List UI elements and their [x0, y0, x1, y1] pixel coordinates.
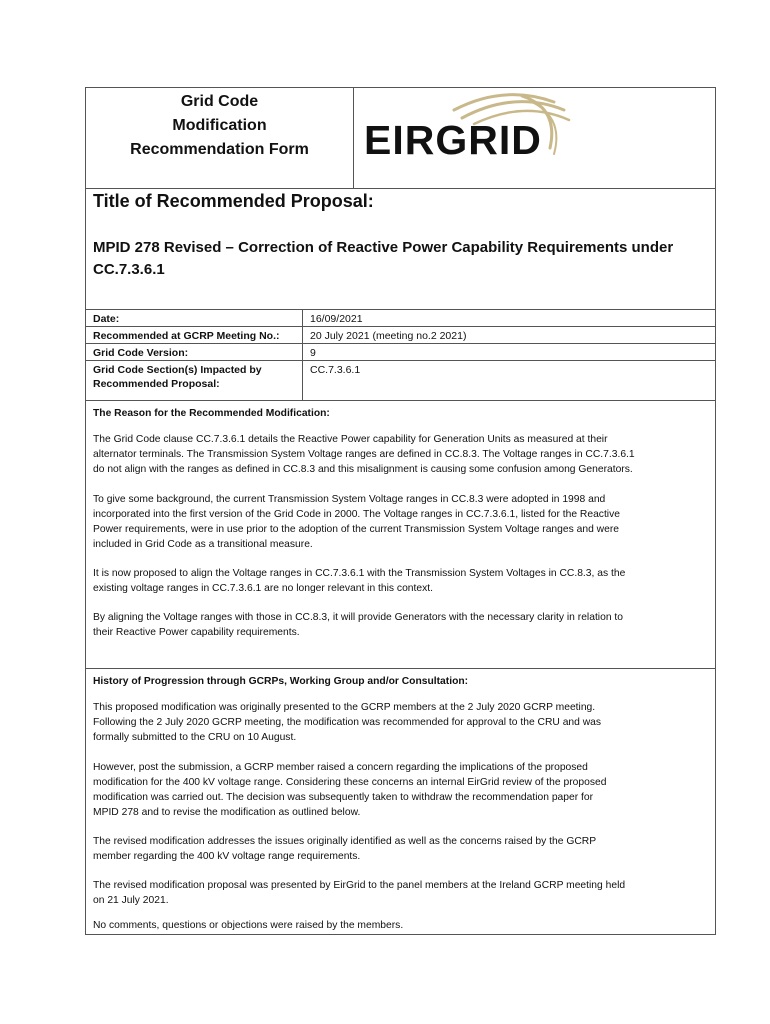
- history-section: [86, 669, 715, 934]
- text-line: However, post the submission, a GCRP member raised a concern regarding the implications of the proposed: [93, 762, 588, 773]
- text-line: By aligning the Voltage ranges with those in CC.8.3, it will provide Generators with the necessary clarity in relation to: [93, 612, 623, 623]
- text-line: included in Grid Code as a transitional measure.: [93, 539, 313, 550]
- proposal-title-line: CC.7.3.6.1: [93, 261, 165, 278]
- text-line: It is now proposed to align the Voltage ranges in CC.7.3.6.1 with the Transmission System Voltages in CC.8.3, as the: [93, 568, 626, 579]
- form-title-line: Recommendation Form: [130, 141, 309, 158]
- meeting-value: 20 July 2021 (meeting no.2 2021): [310, 330, 467, 342]
- text-line: formally submitted to the CRU on 10 August.: [93, 732, 297, 743]
- meta-table: [86, 310, 715, 401]
- sections-label: [93, 363, 298, 391]
- history-paragraph: [93, 918, 705, 933]
- sections-label-line: Recommended Proposal:: [93, 378, 220, 390]
- reason-section: [86, 401, 715, 669]
- form-title-line: Modification: [172, 117, 267, 134]
- history-paragraph: [93, 878, 705, 908]
- text-line: MPID 278 and to revise the modification as outlined below.: [93, 807, 361, 818]
- proposal-title: [93, 237, 708, 281]
- text-line: This proposed modification was originally presented to the GCRP members at the 2 July 2020 GCRP meeting.: [93, 702, 596, 713]
- reason-paragraph: [93, 492, 705, 552]
- meta-row-date: [86, 310, 715, 327]
- text-line: member regarding the 400 kV voltage range requirements.: [93, 851, 361, 862]
- form-header: [86, 88, 715, 189]
- sections-value: CC.7.3.6.1: [310, 364, 361, 376]
- history-paragraph: [93, 700, 705, 745]
- meeting-label: Recommended at GCRP Meeting No.:: [93, 330, 280, 342]
- reason-paragraph: [93, 566, 705, 596]
- history-heading: History of Progression through GCRPs, Working Group and/or Consultation:: [93, 676, 469, 687]
- proposal-title-line: MPID 278 Revised – Correction of Reactive Power Capability Requirements under: [93, 239, 674, 256]
- reason-paragraph: [93, 432, 705, 477]
- text-line: To give some background, the current Transmission System Voltage ranges in CC.8.3 were adopted in 1998 and: [93, 494, 606, 505]
- text-line: Power requirements, were in use prior to the adoption of the current Transmission System Voltage ranges and were: [93, 524, 619, 535]
- text-line: incorporated into the first version of the Grid Code in 2000. The Voltage ranges in CC.7.3.6.1, listed for the Reactive: [93, 509, 620, 520]
- title-section: [86, 189, 715, 310]
- reason-paragraph: [93, 610, 705, 640]
- date-label: Date:: [93, 313, 120, 325]
- meta-row-sections: [86, 361, 715, 399]
- text-line: their Reactive Power capability requirements.: [93, 627, 300, 638]
- version-label: Grid Code Version:: [93, 347, 189, 359]
- reason-heading: The Reason for the Recommended Modification:: [93, 408, 330, 419]
- text-line: The revised modification addresses the issues originally identified as well as the concerns raised by the GCRP: [93, 836, 597, 847]
- meta-row-meeting: [86, 327, 715, 344]
- text-line: The Grid Code clause CC.7.3.6.1 details the Reactive Power capability for Generation Units as measured at their: [93, 434, 608, 445]
- text-line: modification for the 400 kV voltage range. Considering these concerns an internal EirGrid review of the proposed: [93, 777, 607, 788]
- form-title-block: [86, 88, 354, 188]
- logo-wordmark: EIRGRID: [364, 117, 542, 163]
- text-line: The revised modification proposal was presented by EirGrid to the panel members at the Ireland GCRP meeting held: [93, 880, 626, 891]
- text-line: modification was carried out. The decision was subsequently taken to withdraw the recommendation paper for: [93, 792, 594, 803]
- eirgrid-logo: [354, 88, 715, 188]
- meta-row-version: [86, 344, 715, 361]
- history-paragraph: [93, 760, 705, 820]
- version-value: 9: [310, 347, 316, 359]
- text-line: alternator terminals. The Transmission System Voltage ranges are defined in CC.8.3. The Voltage ranges in CC.7.3.6.1: [93, 449, 635, 460]
- history-paragraph: [93, 834, 705, 864]
- text-line: existing voltage ranges in CC.7.3.6.1 are no longer relevant in this context.: [93, 583, 433, 594]
- form-title-line: Grid Code: [180, 93, 259, 110]
- text-line: No comments, questions or objections were raised by the members.: [93, 920, 404, 931]
- text-line: on 21 July 2021.: [93, 895, 169, 906]
- text-line: do not align with the ranges as defined in CC.8.3 and this misalignment is causing some confusion among Generators.: [93, 464, 633, 475]
- date-value: 16/09/2021: [310, 313, 363, 325]
- form-frame: [85, 87, 716, 935]
- sections-label-line: Grid Code Section(s) Impacted by: [93, 364, 262, 376]
- title-label: Title of Recommended Proposal:: [93, 191, 374, 211]
- text-line: Following the 2 July 2020 GCRP meeting, the modification was recommended for approval to the CRU and was: [93, 717, 602, 728]
